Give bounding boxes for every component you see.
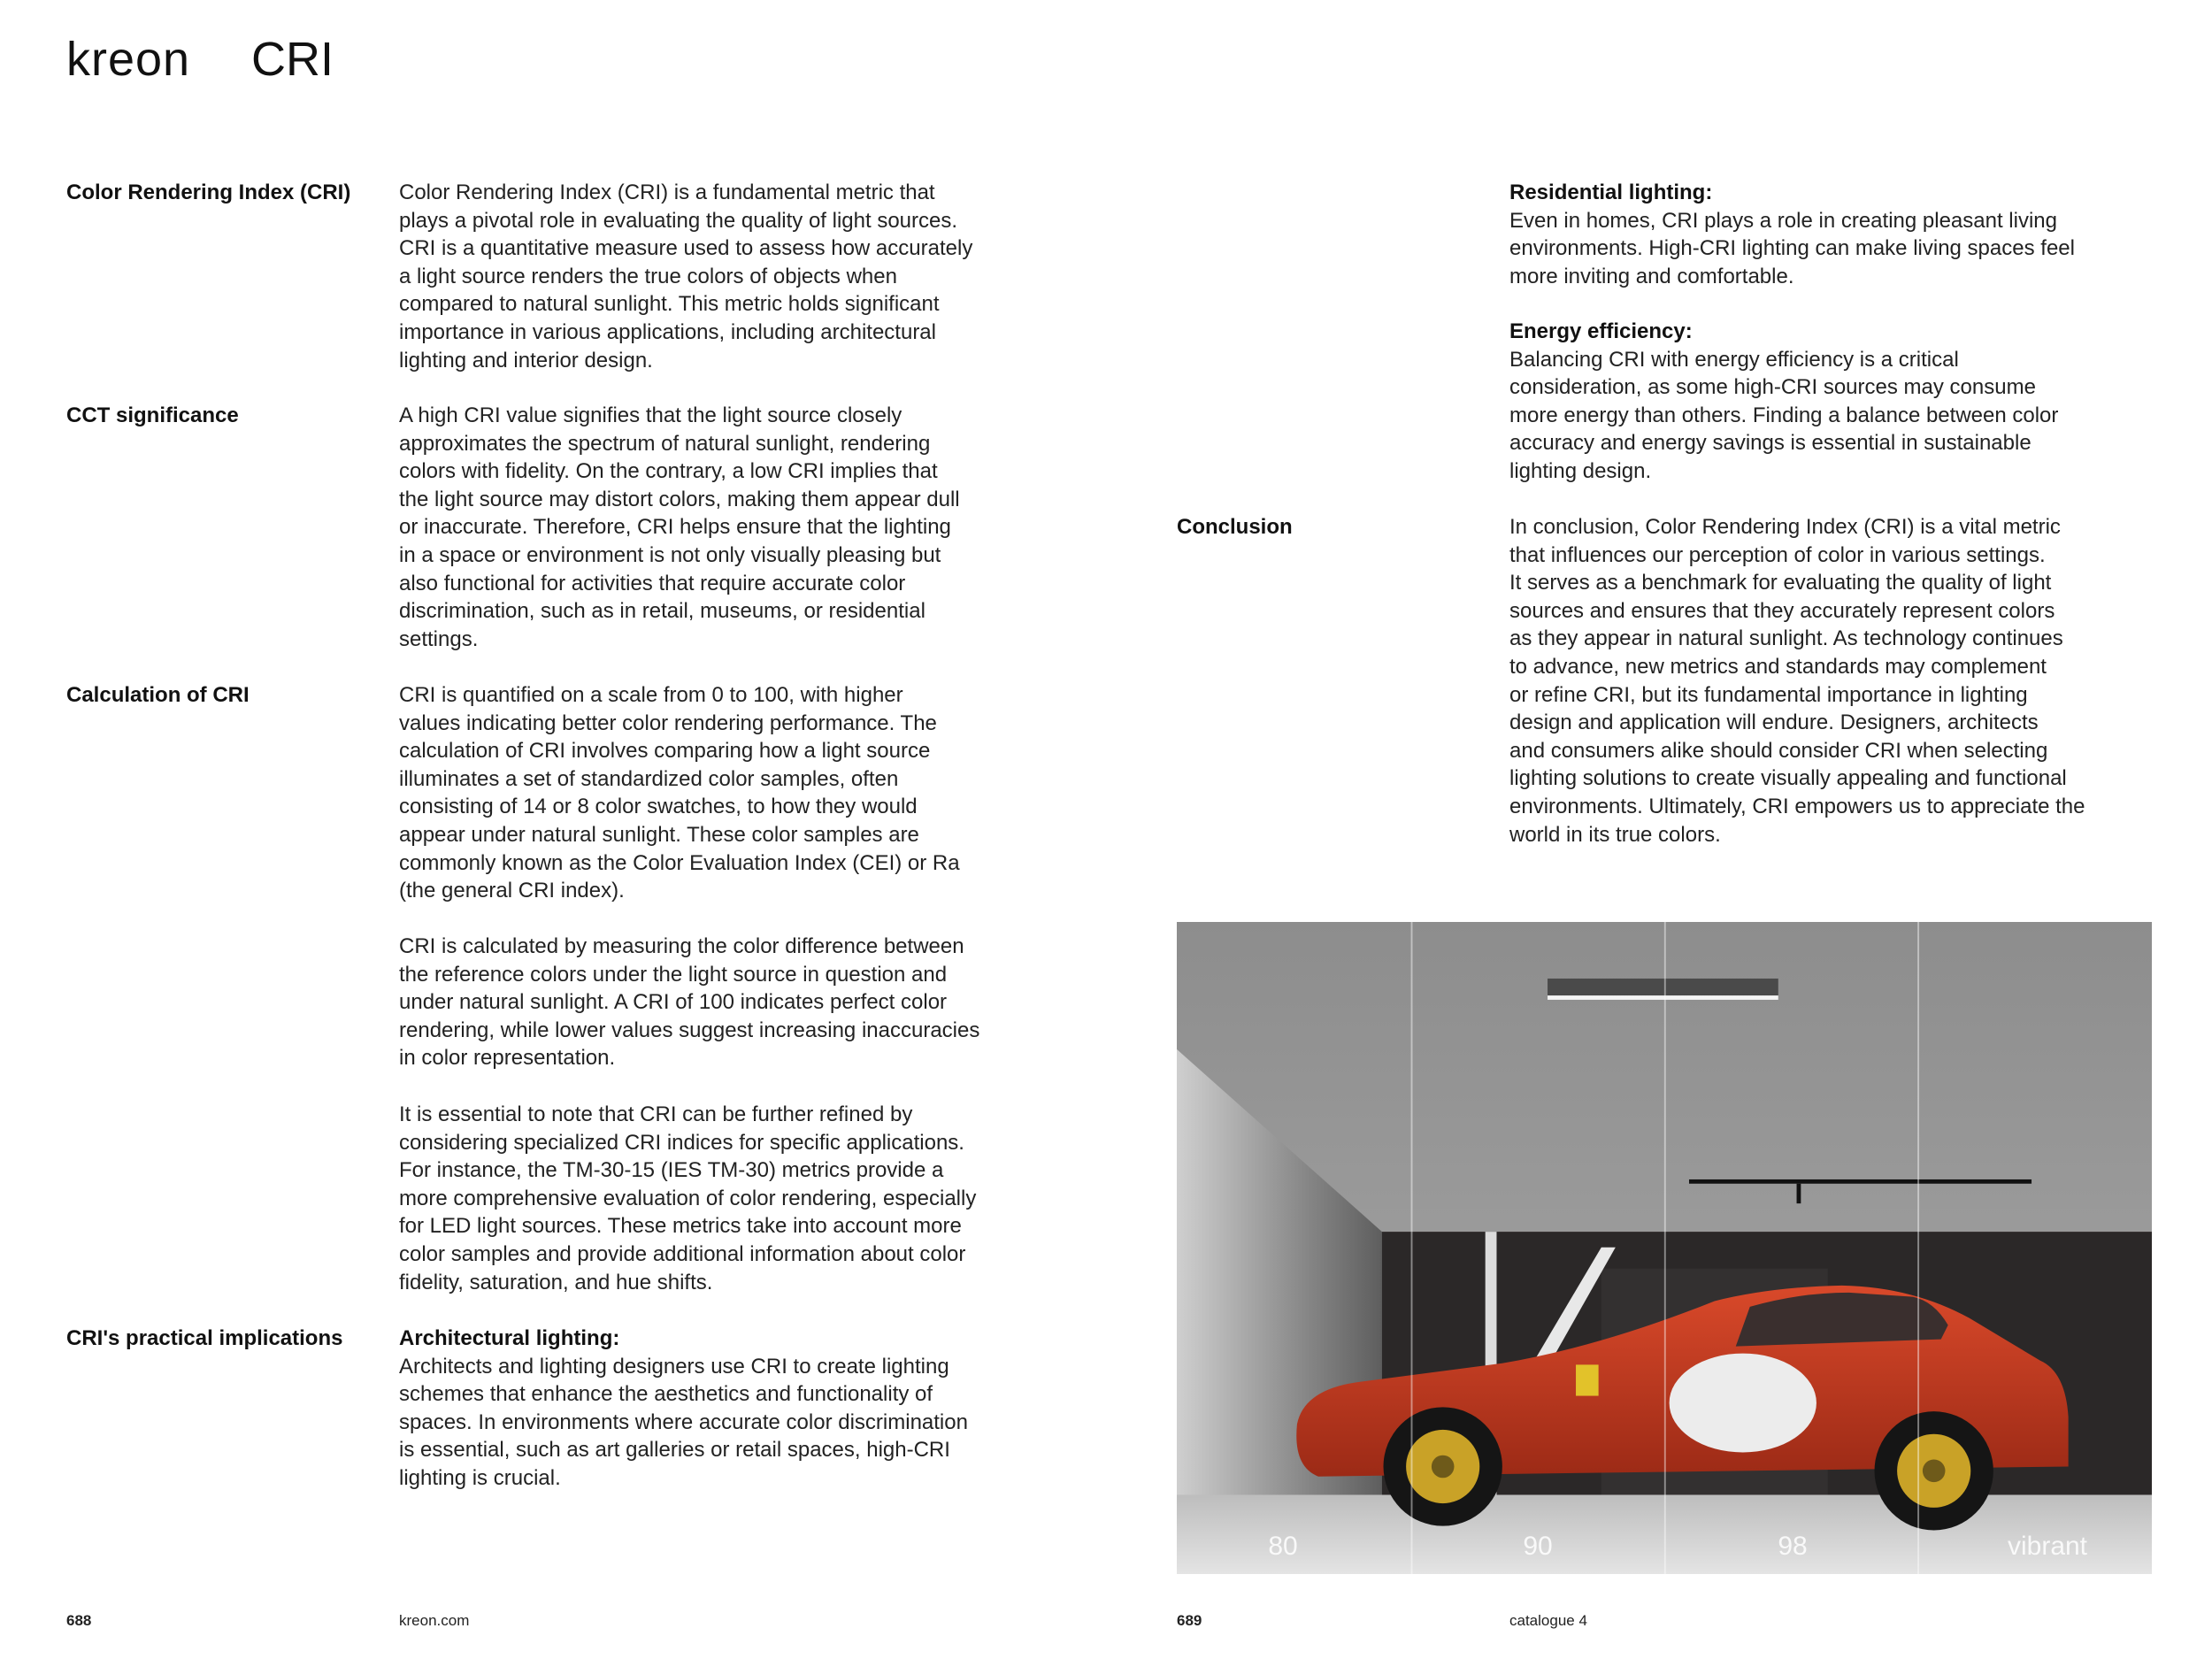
- body-line: consideration, as some high-CRI sources may consume: [1509, 375, 2036, 400]
- section-body-cri: [399, 179, 972, 374]
- section-label-cct: CCT significance: [66, 403, 239, 427]
- body-line: lighting solutions to create visually appealing and functional: [1509, 766, 2067, 791]
- subheading: Architectural lighting:: [399, 1326, 620, 1350]
- body-line: discrimination, such as in retail, museums, or residential: [399, 599, 926, 624]
- body-line: that influences our perception of color in various settings.: [1509, 542, 2046, 567]
- body-line: environments. Ultimately, CRI empowers us to appreciate the: [1509, 794, 2085, 818]
- body-line: lighting design.: [1509, 458, 1652, 483]
- section-body-calculation: [399, 681, 960, 905]
- section-label-calculation: Calculation of CRI: [66, 683, 250, 707]
- section-body-calculation-2: [399, 933, 979, 1072]
- body-line: colors with fidelity. On the contrary, a low CRI implies that: [399, 459, 938, 484]
- body-line: design and application will endure. Designers, architects: [1509, 710, 2039, 735]
- body-line: Architects and lighting designers use CRI to create lighting: [399, 1354, 949, 1379]
- body-line: rendering, while lower values suggest increasing inaccuracies: [399, 1018, 980, 1042]
- body-line: the light source may distort colors, making them appear dull: [399, 487, 960, 511]
- body-line: In conclusion, Color Rendering Index (CRI) is a vital metric: [1509, 515, 2061, 539]
- body-line: world in its true colors.: [1509, 822, 1721, 847]
- section-label-cri: Color Rendering Index (CRI): [66, 180, 351, 204]
- subheading: Residential lighting:: [1509, 180, 1713, 204]
- body-line: for LED light sources. These metrics take into account more: [399, 1214, 962, 1239]
- body-line: CRI is quantified on a scale from 0 to 100, with higher: [399, 683, 903, 707]
- segment-label-90: 90: [1523, 1532, 1553, 1561]
- body-line: compared to natural sunlight. This metric holds significant: [399, 292, 940, 317]
- body-line: schemes that enhance the aesthetics and functionality of: [399, 1382, 933, 1407]
- body-line: settings.: [399, 626, 479, 651]
- body-line: sources and ensures that they accurately represent colors: [1509, 598, 2055, 623]
- section-body-cct: [399, 402, 960, 653]
- body-line: in color representation.: [399, 1046, 616, 1071]
- body-line: Even in homes, CRI plays a role in creating pleasant living: [1509, 208, 2057, 233]
- body-line: also functional for activities that require accurate color: [399, 571, 906, 595]
- body-line: spaces. In environments where accurate color discrimination: [399, 1409, 968, 1434]
- body-line: illuminates a set of standardized color samples, often: [399, 766, 899, 791]
- body-line: is essential, such as art galleries or retail spaces, high-CRI: [399, 1438, 950, 1463]
- body-line: A high CRI value signifies that the light source closely: [399, 403, 902, 427]
- body-line: Color Rendering Index (CRI) is a fundamental metric that: [399, 180, 935, 204]
- section-label-practical: CRI's practical implications: [66, 1326, 343, 1350]
- segment-label-80: 80: [1268, 1532, 1298, 1561]
- section-body-calculation-3: [399, 1101, 976, 1296]
- section-body-conclusion: [1509, 513, 2085, 849]
- body-line: or inaccurate. Therefore, CRI helps ensure that the lighting: [399, 515, 951, 540]
- cri-comparison-photo: [1177, 922, 2152, 1574]
- body-line: more comprehensive evaluation of color rendering, especially: [399, 1186, 977, 1210]
- segment-label-98: 98: [1778, 1532, 1808, 1561]
- body-line: the reference colors under the light source in question and: [399, 962, 948, 987]
- body-line: It serves as a benchmark for evaluating the quality of light: [1509, 571, 2052, 595]
- body-line: as they appear in natural sunlight. As technology continues: [1509, 626, 2063, 651]
- body-line: values indicating better color rendering performance. The: [399, 710, 937, 735]
- body-line: Balancing CRI with energy efficiency is a critical: [1509, 347, 1959, 372]
- body-line: in a space or environment is not only visually pleasing but: [399, 542, 941, 567]
- garage-car-image: [1177, 922, 2152, 1574]
- section-body-practical: [399, 1325, 968, 1493]
- body-line: environments. High-CRI lighting can make living spaces feel: [1509, 236, 2075, 261]
- section-body-residential: [1509, 179, 2075, 290]
- brand-logo: kreon: [66, 33, 191, 86]
- body-line: approximates the spectrum of natural sunlight, rendering: [399, 431, 931, 456]
- section-label-conclusion: Conclusion: [1177, 515, 1293, 539]
- body-line: lighting and interior design.: [399, 348, 653, 373]
- body-line: fidelity, saturation, and hue shifts.: [399, 1270, 713, 1294]
- body-line: more energy than others. Finding a balance between color: [1509, 403, 2059, 427]
- body-line: considering specialized CRI indices for specific applications.: [399, 1130, 964, 1155]
- body-line: more inviting and comfortable.: [1509, 264, 1794, 288]
- body-line: It is essential to note that CRI can be further refined by: [399, 1102, 913, 1126]
- body-line: appear under natural sunlight. These color samples are: [399, 822, 919, 847]
- page-number-right: 689: [1177, 1612, 1202, 1629]
- body-line: plays a pivotal role in evaluating the quality of light sources.: [399, 208, 958, 233]
- footer-site: kreon.com: [399, 1612, 470, 1629]
- body-line: to advance, new metrics and standards may complement: [1509, 654, 2047, 679]
- body-line: commonly known as the Color Evaluation Index (CEI) or Ra: [399, 850, 960, 875]
- body-line: For instance, the TM-30-15 (IES TM-30) metrics provide a: [399, 1158, 944, 1183]
- body-line: and consumers alike should consider CRI when selecting: [1509, 738, 2048, 763]
- page-title: CRI: [251, 33, 334, 86]
- body-line: color samples and provide additional information about color: [399, 1241, 966, 1266]
- body-line: or refine CRI, but its fundamental importance in lighting: [1509, 682, 2028, 707]
- body-line: a light source renders the true colors of objects when: [399, 264, 897, 288]
- page-number-left: 688: [66, 1612, 92, 1629]
- body-line: lighting is crucial.: [399, 1465, 561, 1490]
- body-line: calculation of CRI involves comparing how a light source: [399, 739, 931, 764]
- subheading: Energy efficiency:: [1509, 319, 1693, 343]
- body-line: CRI is a quantitative measure used to assess how accurately: [399, 236, 973, 261]
- body-line: accuracy and energy savings is essential in sustainable: [1509, 431, 2032, 456]
- body-line: consisting of 14 or 8 color swatches, to how they would: [399, 795, 918, 819]
- section-body-energy: [1509, 318, 2058, 486]
- footer-catalogue: catalogue 4: [1509, 1612, 1587, 1629]
- body-line: CRI is calculated by measuring the color difference between: [399, 934, 964, 958]
- segment-label-vibrant: vibrant: [2007, 1532, 2088, 1561]
- body-line: importance in various applications, including architectural: [399, 319, 936, 344]
- body-line: under natural sunlight. A CRI of 100 indicates perfect color: [399, 990, 948, 1015]
- body-line: (the general CRI index).: [399, 879, 625, 903]
